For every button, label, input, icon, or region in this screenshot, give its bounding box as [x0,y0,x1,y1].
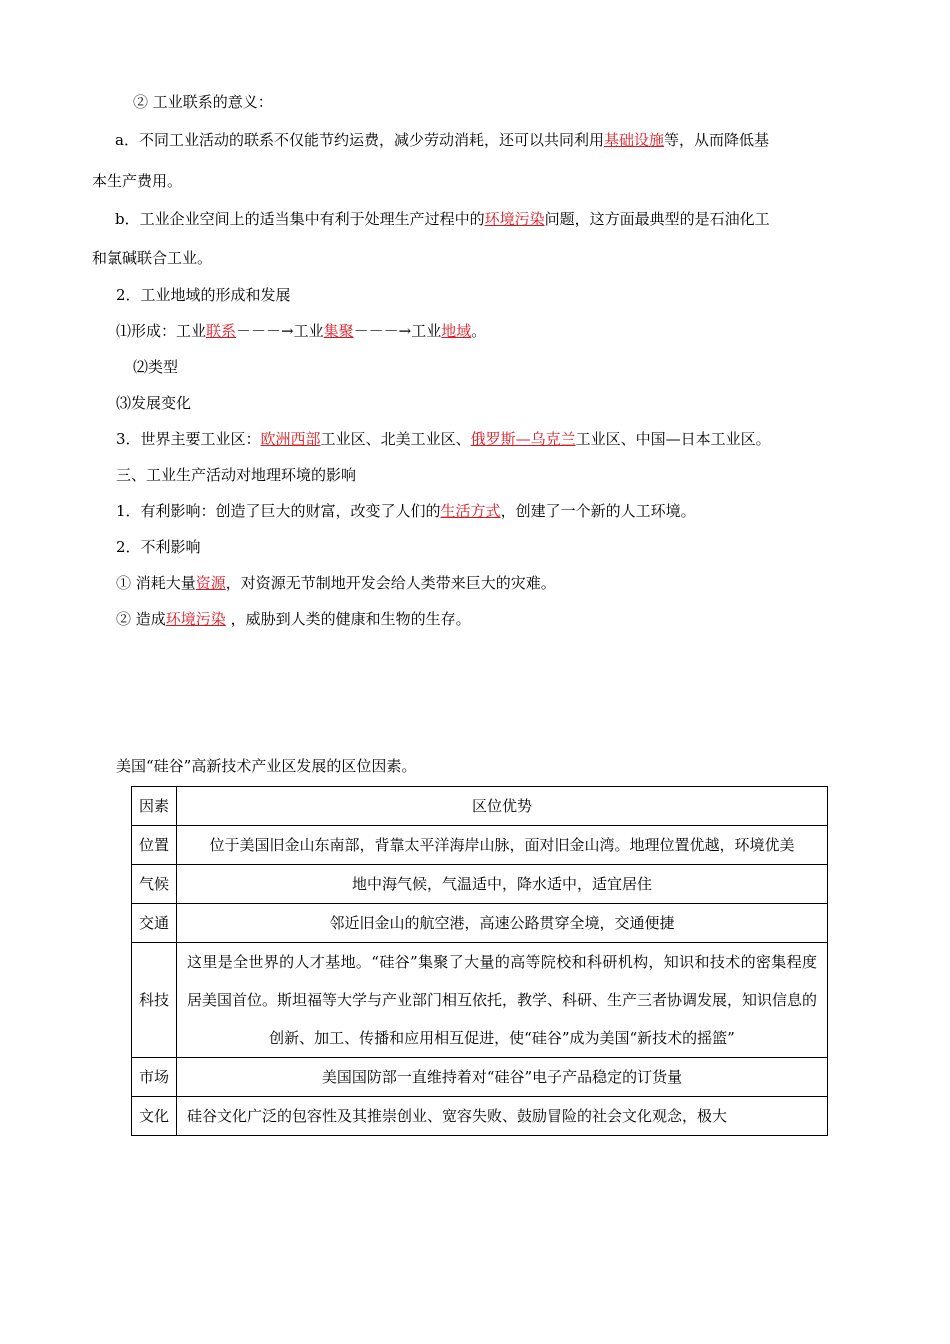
good-impact-text: 1．有利影响：创造了巨大的财富，改变了人们的 [116,502,441,520]
answer-infrastructure: 基础设施 [603,131,664,149]
table-row [132,904,828,943]
bad1-end: ，对资源无节制地开发会给人类带来巨大的灾难。 [225,574,556,592]
impact-heading: 三、工业生产活动对地理环境的影响 [116,466,357,484]
factor-cell: 交通 [132,904,177,943]
bad-impact-heading: 2．不利影响 [116,538,201,556]
advantage-cell: 邻近旧金山的航空港，高速公路贯穿全境，交通便捷 [177,904,828,943]
formation-mid2: 工业 [411,322,442,340]
factor-cell: 位置 [132,826,177,865]
factor-cell: 市场 [132,1058,177,1097]
table-row [132,865,828,904]
point-a-text-end: 等，从而降低基 [663,131,769,149]
point-a-line2: 本生产费用。 [92,172,183,190]
formation-mid1: 工业 [293,322,324,340]
formation-end: 。 [471,322,487,340]
world-label: 3．世界主要工业区： [116,430,261,448]
table-row [132,1097,828,1136]
good-impact-end: ，创建了一个新的人工环境。 [500,502,696,520]
point-a-text: a．不同工业活动的联系不仅能节约运费，减少劳动消耗，还可以共同利用 [115,131,604,149]
formation-label: ⑴形成：工业 [116,322,207,340]
type-line: ⑵类型 [133,358,179,376]
point-a-line1 [115,130,769,150]
world-mid: 工业区、北美工业区、 [320,430,471,448]
answer-region: 地域 [441,322,472,340]
table-header-row [132,787,828,826]
bad-impact-2 [116,609,471,629]
bad-impact-1 [116,573,556,593]
answer-russia-ukraine: 俄罗斯—乌克兰 [470,430,576,448]
world-regions-line [116,429,771,449]
change-line: ⑶发展变化 [116,394,192,412]
advantage-cell: 位于美国旧金山东南部，背靠太平洋海岸山脉，面对旧金山湾。地理位置优越，环境优美 [177,826,828,865]
point-b-line2: 和氯碱联合工业。 [92,249,213,267]
good-impact-line [116,501,696,521]
bad2-end: ，威胁到人类的健康和生物的生存。 [225,610,471,628]
answer-resources: 资源 [195,574,226,592]
factor-cell: 气候 [132,865,177,904]
answer-western-europe: 欧洲西部 [260,430,321,448]
advantage-cell: 美国国防部一直维持着对“硅谷”电子产品稳定的订货量 [177,1058,828,1097]
answer-lifestyle: 生活方式 [440,502,501,520]
bad2-text: ② 造成 [116,610,166,628]
bad1-text: ① 消耗大量 [116,574,196,592]
point-b-line1 [115,209,770,229]
point-b-text-end: 问题，这方面最典型的是石油化工 [544,210,770,228]
advantage-cell: 地中海气候，气温适中，降水适中，适宜居住 [177,865,828,904]
meaning-heading: ② 工业联系的意义： [133,93,273,111]
answer-pollution: 环境污染 [484,210,545,228]
advantage-cell: 硅谷文化广泛的包容性及其推崇创业、宽容失败、鼓励冒险的社会文化观念，极大 [177,1097,828,1136]
advantage-cell: 这里是全世界的人才基地。“硅谷”集聚了大量的高等院校和科研机构，知识和技术的密集程度居美国首位。斯坦福等大学与产业部门相互依托，教学、科研、生产三者协调发展，知识信息的创新、加工、传播和应用相互促进，使“硅谷”成为美国“新技术的摇篮” [177,943,828,1058]
answer-agglomeration: 集聚 [323,322,354,340]
answer-pollution-2: 环境污染 [165,610,226,628]
table-caption: 美国“硅谷”高新技术产业区发展的区位因素。 [116,757,417,775]
table-row [132,826,828,865]
region-heading: 2．工业地域的形成和发展 [116,286,291,304]
table-row [132,1058,828,1097]
factor-cell: 科技 [132,943,177,1058]
table-row [132,943,828,1058]
answer-linkage: 联系 [206,322,237,340]
point-b-text: b．工业企业空间上的适当集中有利于处理生产过程中的 [115,210,485,228]
header-advantage: 区位优势 [177,787,828,826]
location-factors-table [131,786,828,1136]
world-end: 工业区、中国—日本工业区。 [575,430,771,448]
arrow-icon: －－－→ [353,322,412,340]
factor-cell: 文化 [132,1097,177,1136]
formation-line [116,321,486,341]
header-factor: 因素 [132,787,177,826]
arrow-icon: －－－→ [236,322,294,340]
